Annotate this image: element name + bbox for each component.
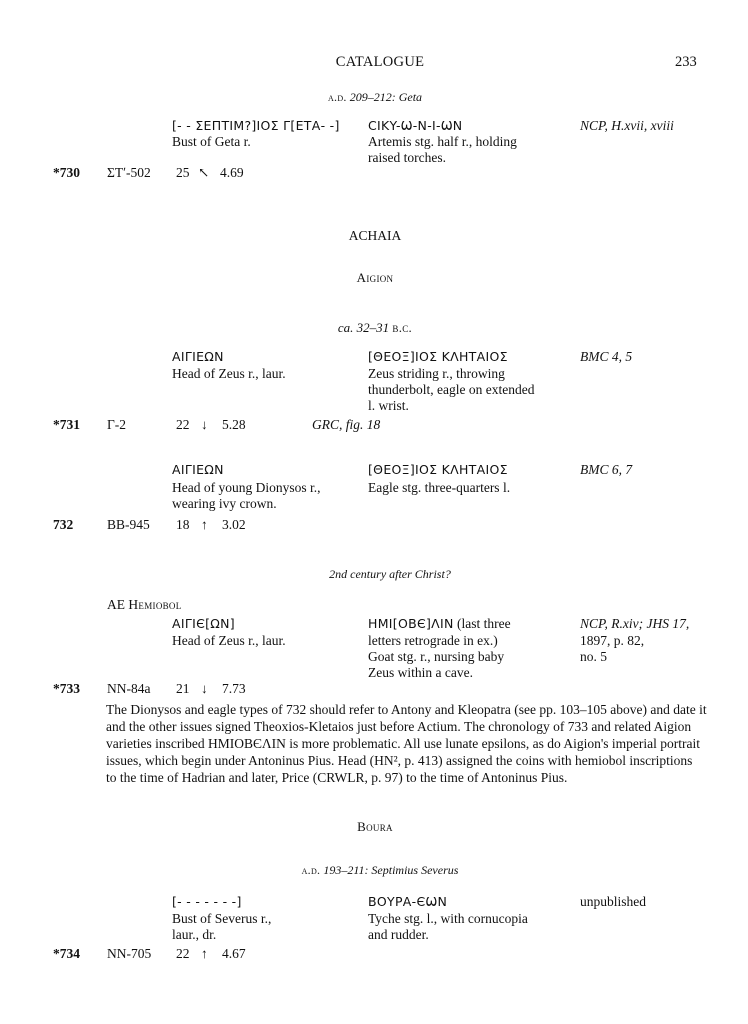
reference: NCP, H.xvii, xviii xyxy=(580,118,674,133)
catalogue-number: *734 xyxy=(53,946,80,961)
die-axis-arrow-icon: ↓ xyxy=(201,417,208,432)
die-axis-arrow-icon: ↖ xyxy=(198,165,210,180)
reverse-legend: ΒΟΥΡΑ-ЄѠΝ xyxy=(368,894,448,909)
catalogue-number: 732 xyxy=(53,517,74,532)
reference: 1897, p. 82, xyxy=(580,633,645,648)
reverse-description: letters retrograde in ex.) xyxy=(368,633,498,648)
catalogue-number: *733 xyxy=(53,681,80,696)
reverse-description: raised torches. xyxy=(368,150,446,165)
collection-code: NN-705 xyxy=(107,946,152,961)
coin-weight: 7.73 xyxy=(222,681,246,696)
obverse-description: laur., dr. xyxy=(172,927,217,942)
obverse-legend: ΑΙΓΙΕΩΝ xyxy=(172,462,224,477)
reverse-legend: ΗΜΙ[ΟΒЄ]ΛΙΝ xyxy=(368,616,454,631)
coin-size: 25 xyxy=(176,165,190,180)
die-axis-arrow-icon: ↑ xyxy=(201,946,208,961)
city-heading: Aigion xyxy=(356,270,394,285)
running-title: CATALOGUE xyxy=(335,54,425,70)
obverse-description: wearing ivy crown. xyxy=(172,496,277,511)
reverse-description: Goat stg. r., nursing baby xyxy=(368,649,505,664)
region-heading: ACHAIA xyxy=(348,228,402,243)
catalogue-number: *731 xyxy=(53,417,80,432)
commentary-line: and the other issues signed Theoxios-Kletaios just before Actium. The chronology of 733 and related Aigion xyxy=(106,719,692,734)
reverse-description: Zeus within a cave. xyxy=(368,665,473,680)
collection-code: NN-84a xyxy=(107,681,151,696)
period-heading-aigion xyxy=(280,320,470,336)
reverse-legend-line xyxy=(368,616,511,632)
coin-size: 18 xyxy=(176,517,190,532)
coin-weight: 4.67 xyxy=(222,946,246,961)
reference: no. 5 xyxy=(580,649,607,664)
reverse-legend: [ΘΕΟΞ]ΙΟΣ ΚΛΗΤΑΙΟΣ xyxy=(368,462,508,477)
collection-code: BB-945 xyxy=(107,517,150,532)
collection-code: ΣΤʹ-502 xyxy=(107,165,151,180)
period-heading-geta xyxy=(250,89,500,105)
obverse-legend: [- - - - - - -] xyxy=(172,894,242,909)
period-range: 209–212: Geta xyxy=(349,90,423,104)
commentary-line: issues, which begin under Antoninus Pius. Head (HN², p. 413) assigned the coins with hemiobol inscriptions xyxy=(106,753,693,768)
period-heading-severus xyxy=(250,862,510,878)
reverse-description: l. wrist. xyxy=(368,398,409,413)
period-range: 193–211: Septimius Severus xyxy=(323,863,459,877)
obverse-legend: [- - ΣΕΠΤΙΜ?]ΙΟΣ Γ[ΕΤΑ- -] xyxy=(172,118,340,133)
reverse-description: Zeus striding r., throwing xyxy=(368,366,505,381)
denomination-metal: AE xyxy=(107,597,125,612)
catalogue-number: *730 xyxy=(53,165,80,180)
obverse-description: Bust of Severus r., xyxy=(172,911,272,926)
reverse-legend: [ΘΕΟΞ]ΙΟΣ ΚΛΗΤΑΙΟΣ xyxy=(368,349,508,364)
coin-size: 22 xyxy=(176,417,190,432)
obverse-legend: ΑΙΓΙЄ[ΩΝ] xyxy=(172,616,235,631)
extra-reference: GRC, fig. 18 xyxy=(312,417,381,432)
period-prefix: a.d. xyxy=(327,90,347,104)
reference: BMC 4, 5 xyxy=(580,349,633,364)
period-heading-century: 2nd century after Christ? xyxy=(329,567,451,581)
reverse-legend: CΙΚY-Ѡ-Ν-Ι-ѠΝ xyxy=(368,118,463,133)
reference: NCP, R.xiv; JHS 17, xyxy=(580,616,690,631)
commentary-line: varieties inscribed ΗΜΙΟΒЄΛΙΝ is more problematic. All use lunate epsilons, as do Aigion's imperial portrait xyxy=(106,736,701,751)
coin-size: 21 xyxy=(176,681,190,696)
reverse-description: Artemis stg. half r., holding xyxy=(368,134,517,149)
denomination-heading xyxy=(107,597,182,613)
period-range: ca. 32–31 xyxy=(337,320,390,335)
collection-code: Γ-2 xyxy=(107,417,127,432)
period-suffix: b.c. xyxy=(392,320,413,335)
obverse-legend: ΑΙΓΙΕΩΝ xyxy=(172,349,224,364)
commentary-paragraph xyxy=(106,701,736,786)
reverse-description: and rudder. xyxy=(368,927,429,942)
city-heading: Boura xyxy=(357,819,393,834)
coin-weight: 5.28 xyxy=(222,417,246,432)
reverse-legend-note: (last three xyxy=(453,616,511,631)
reverse-description: Eagle stg. three-quarters l. xyxy=(368,480,511,495)
obverse-description: Head of Zeus r., laur. xyxy=(172,633,286,648)
obverse-description: Head of Zeus r., laur. xyxy=(172,366,286,381)
coin-weight: 3.02 xyxy=(222,517,246,532)
reference: unpublished xyxy=(580,894,646,909)
coin-size: 22 xyxy=(176,946,190,961)
page-number: 233 xyxy=(675,54,697,70)
obverse-description: Head of young Dionysos r., xyxy=(172,480,321,495)
commentary-line: The Dionysos and eagle types of 732 should refer to Antony and Kleopatra (see pp. 103–105 above) and date it xyxy=(106,702,707,717)
die-axis-arrow-icon: ↑ xyxy=(201,517,208,532)
period-prefix: a.d. xyxy=(301,863,321,877)
reverse-description: thunderbolt, eagle on extended xyxy=(368,382,535,397)
denomination-label: Hemiobol xyxy=(128,597,182,612)
die-axis-arrow-icon: ↓ xyxy=(201,681,208,696)
reference: BMC 6, 7 xyxy=(580,462,633,477)
commentary-line: to the time of Hadrian and later, Price (CRWLR, p. 97) to the time of Antoninus Pius. xyxy=(106,770,568,785)
obverse-description: Bust of Geta r. xyxy=(172,134,251,149)
reverse-description: Tyche stg. l., with cornucopia xyxy=(368,911,528,926)
coin-weight: 4.69 xyxy=(220,165,244,180)
